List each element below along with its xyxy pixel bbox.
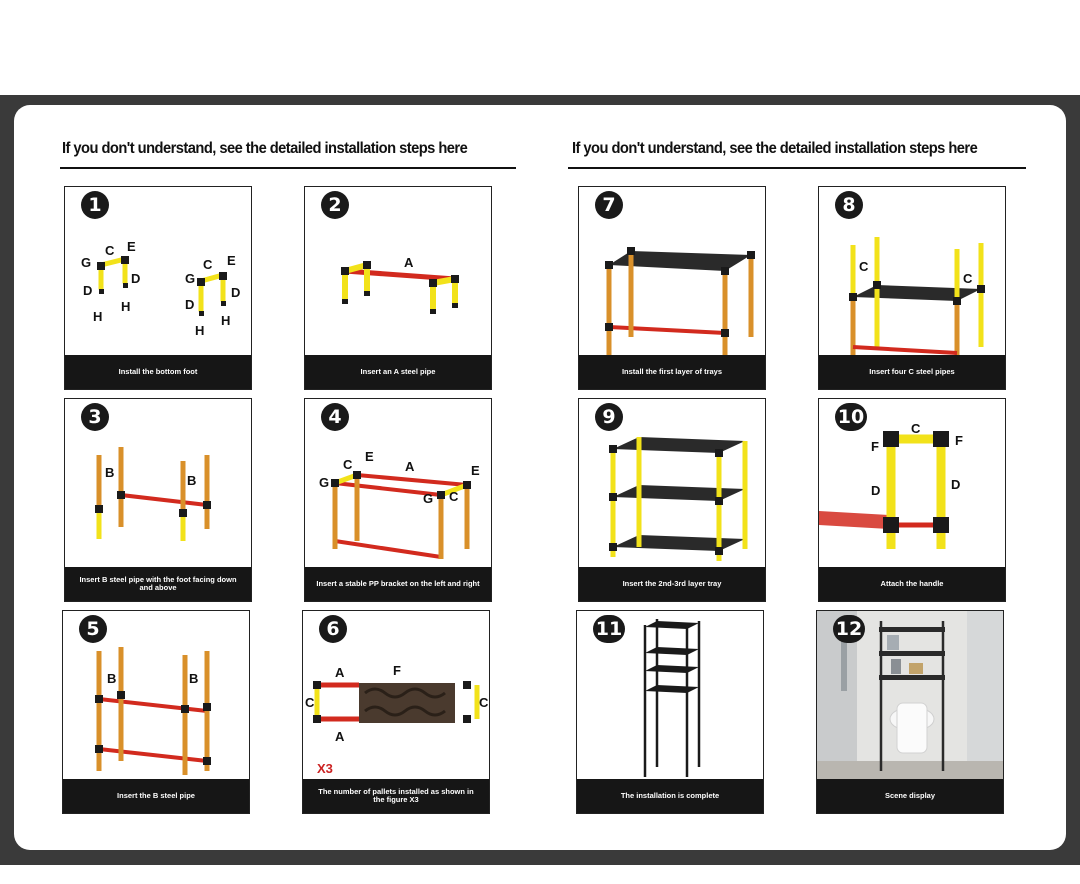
step-card-6 [302, 610, 490, 814]
step-card-9 [578, 398, 766, 602]
step-card-4 [304, 398, 492, 602]
step-number: 6 [319, 615, 347, 643]
label-g: G [185, 271, 196, 286]
step-number: 5 [79, 615, 107, 643]
label-a: A [405, 459, 415, 474]
step-card-11 [576, 610, 764, 814]
label-e: E [127, 239, 136, 254]
label-b: B [189, 671, 199, 686]
step-number: 12 [833, 615, 865, 643]
label-g: G [81, 255, 92, 270]
step-card-7 [578, 186, 766, 390]
step-caption: Attach the handle [819, 567, 1005, 601]
label-f: F [871, 439, 879, 454]
label-e: E [365, 449, 374, 464]
quantity-label: X3 [317, 761, 333, 776]
step-number: 1 [81, 191, 109, 219]
step-card-8 [818, 186, 1006, 390]
label-h: H [121, 299, 131, 314]
label-c: C [105, 243, 115, 258]
label-d: D [951, 477, 961, 492]
label-a: A [335, 665, 345, 680]
label-g: G [319, 475, 330, 490]
step-caption: Insert B steel pipe with the foot facing down and above [65, 567, 251, 601]
label-b: B [105, 465, 115, 480]
label-b: B [107, 671, 117, 686]
label-b: B [187, 473, 197, 488]
label-e: E [471, 463, 480, 478]
label-h: H [221, 313, 231, 328]
step-card-10 [818, 398, 1006, 602]
step-caption: Insert the B steel pipe [63, 779, 249, 813]
heading-left-rule [60, 167, 516, 169]
label-f: F [955, 433, 963, 448]
step-caption: Install the first layer of trays [579, 355, 765, 389]
label-d: D [185, 297, 195, 312]
label-d: D [871, 483, 881, 498]
step-caption: Insert a stable PP bracket on the left and right [305, 567, 491, 601]
step-number: 7 [595, 191, 623, 219]
label-c: C [963, 271, 973, 286]
label-a: A [404, 255, 414, 270]
step-number: 11 [593, 615, 625, 643]
label-c: C [859, 259, 869, 274]
step-caption: Install the bottom foot [65, 355, 251, 389]
label-c: C [449, 489, 459, 504]
label-e: E [227, 253, 236, 268]
step-number: 4 [321, 403, 349, 431]
label-h: H [195, 323, 205, 338]
label-c: C [305, 695, 315, 710]
label-d: D [83, 283, 93, 298]
step-card-5 [62, 610, 250, 814]
label-f: F [393, 663, 401, 678]
step-caption: Insert four C steel pipes [819, 355, 1005, 389]
label-g: G [423, 491, 434, 506]
step-caption: Scene display [817, 779, 1003, 813]
label-d: D [231, 285, 241, 300]
step-caption: The installation is complete [577, 779, 763, 813]
step-number: 8 [835, 191, 863, 219]
step-caption: Insert an A steel pipe [305, 355, 491, 389]
step-number: 3 [81, 403, 109, 431]
step-number: 9 [595, 403, 623, 431]
step-card-12 [816, 610, 1004, 814]
label-h: H [93, 309, 103, 324]
step-card-3 [64, 398, 252, 602]
label-c: C [343, 457, 353, 472]
label-c: C [479, 695, 489, 710]
step-caption: Insert the 2nd-3rd layer tray [579, 567, 765, 601]
step-number: 2 [321, 191, 349, 219]
label-a: A [335, 729, 345, 744]
heading-right-rule [568, 167, 1026, 169]
label-c: C [203, 257, 213, 272]
label-c: C [911, 421, 921, 436]
heading-left: If you don't understand, see the detailed installation steps here [62, 140, 468, 157]
label-d: D [131, 271, 141, 286]
step-card-1 [64, 186, 252, 390]
step-caption: The number of pallets installed as shown in the figure X3 [303, 779, 489, 813]
step-card-2 [304, 186, 492, 390]
heading-right: If you don't understand, see the detailed installation steps here [572, 140, 978, 157]
step-number: 10 [835, 403, 867, 431]
